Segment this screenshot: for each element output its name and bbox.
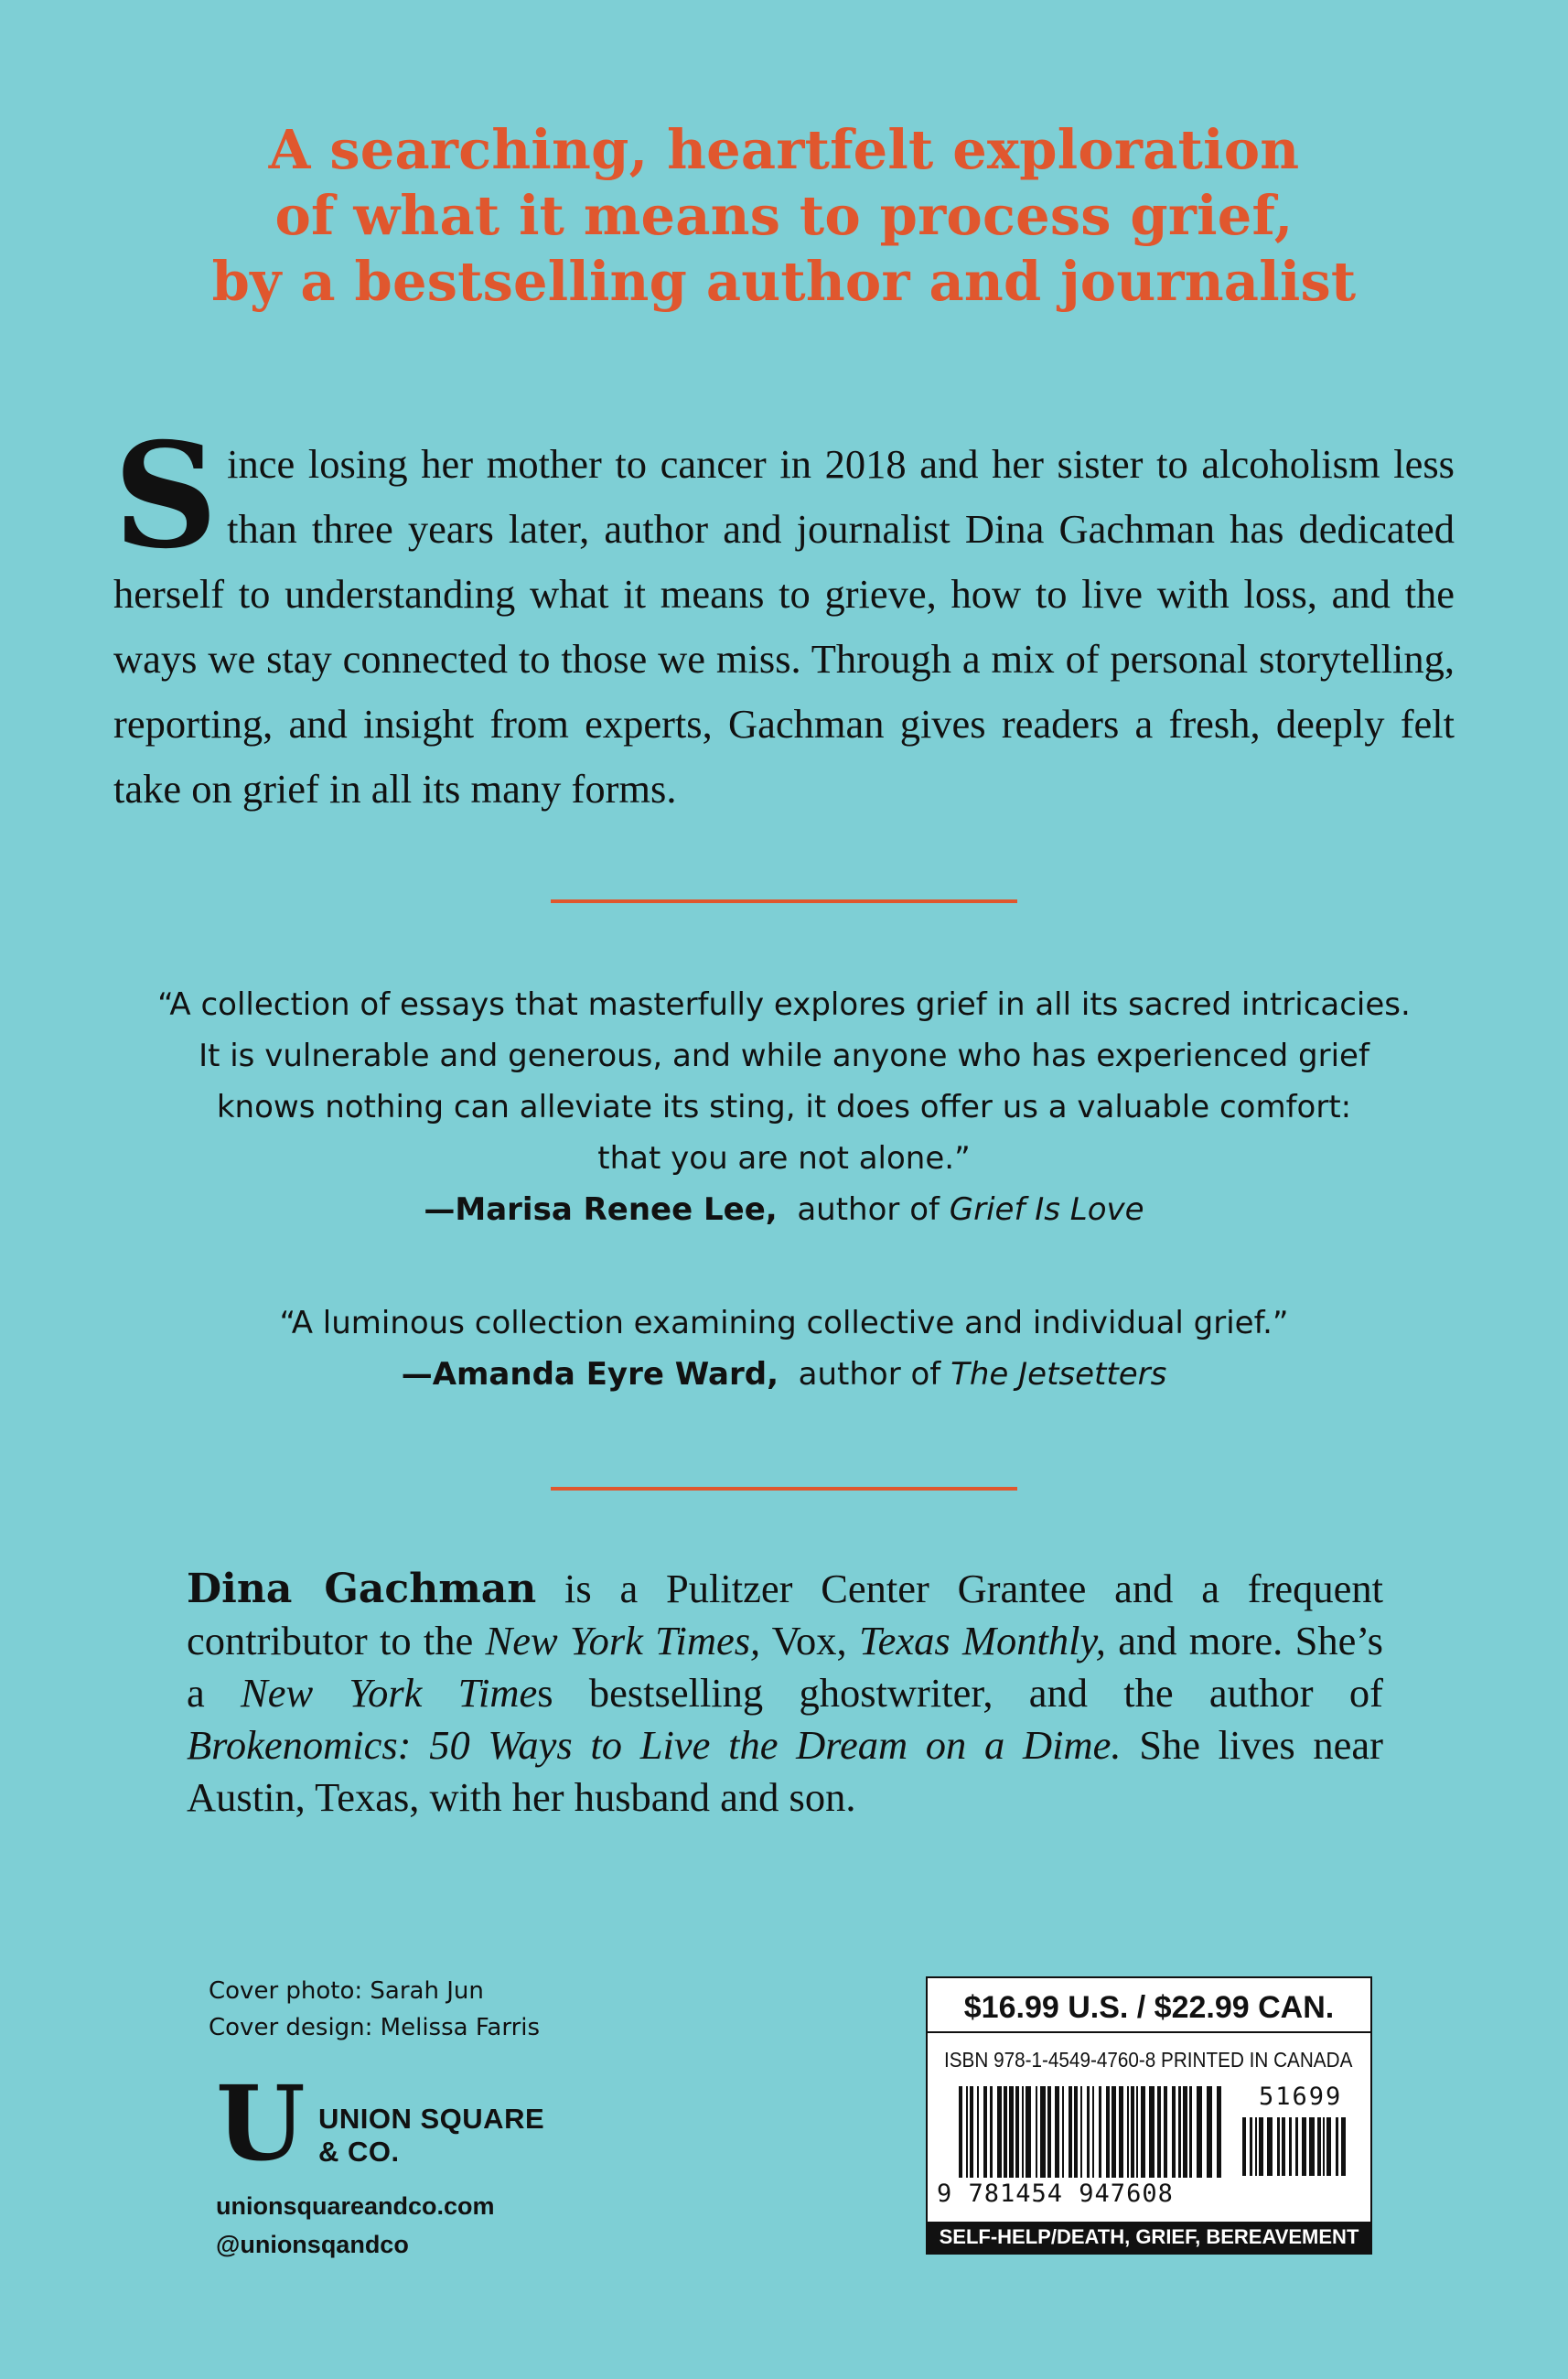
barcode-bar bbox=[1047, 2086, 1051, 2178]
addon-barcode bbox=[1242, 2117, 1352, 2203]
barcode-bar bbox=[1074, 2086, 1078, 2178]
barcode-bar bbox=[1183, 2086, 1187, 2178]
barcode-bar bbox=[1119, 2086, 1123, 2178]
barcode-bar bbox=[983, 2086, 987, 2178]
publisher-logo-mark: U bbox=[216, 2064, 306, 2184]
blurb-author: —Amanda Eyre Ward, bbox=[401, 1356, 779, 1393]
blurb-2 bbox=[0, 1297, 1568, 1400]
blurb-book: The Jetsetters bbox=[950, 1356, 1167, 1393]
price-label: $16.99 U.S. / $22.99 CAN. bbox=[928, 1984, 1370, 2033]
bio-text: She lives near Austin, Texas, with her husband and son. bbox=[187, 1722, 1383, 1820]
barcode-bar bbox=[1080, 2086, 1082, 2178]
isbn-label: ISBN 978-1-4549-4760-8 PRINTED IN CANADA bbox=[944, 2048, 1353, 2072]
barcode-bar bbox=[1217, 2086, 1221, 2178]
publisher-name-line: & CO. bbox=[318, 2136, 400, 2168]
divider-rule bbox=[551, 1487, 1017, 1491]
blurb-author-of: author of bbox=[798, 1356, 941, 1393]
blurb-1 bbox=[0, 979, 1568, 1235]
category-label: SELF-HELP/DEATH, GRIEF, BEREAVEMENT bbox=[928, 2222, 1370, 2253]
barcode-bar bbox=[1295, 2117, 1298, 2176]
barcode-bar bbox=[1302, 2117, 1306, 2176]
barcode-bar bbox=[997, 2086, 1002, 2178]
publisher-website: unionsquareandco.com bbox=[216, 2192, 495, 2220]
barcode-bar bbox=[1009, 2086, 1014, 2178]
bio-text: is a Pulitzer Center Grantee and a frequent contributor to the bbox=[187, 1566, 1383, 1663]
barcode-bar bbox=[1092, 2086, 1094, 2178]
barcode-bar bbox=[1149, 2086, 1155, 2178]
barcode-bar bbox=[1178, 2086, 1181, 2178]
headline-line: by a bestselling author and journalist bbox=[211, 250, 1357, 313]
cover-design-credit: Cover design: Melissa Farris bbox=[209, 2014, 541, 2041]
barcode-bar bbox=[977, 2086, 979, 2178]
barcode-bar bbox=[1172, 2086, 1176, 2178]
bio-italic: New York Times, bbox=[485, 1618, 761, 1663]
barcode-bar bbox=[1055, 2086, 1059, 2178]
blurb-line: “A collection of essays that masterfully explores grief in all its sacred intricacies. bbox=[157, 986, 1411, 1023]
barcode-bar bbox=[970, 2086, 973, 2178]
publisher-name bbox=[318, 2103, 544, 2169]
blurb-author-of: author of bbox=[797, 1191, 940, 1228]
headline-line: of what it means to process grief, bbox=[274, 184, 1294, 247]
barcode-bar bbox=[1309, 2117, 1315, 2176]
author-name: Dina Gachman bbox=[187, 1566, 537, 1612]
bio-book-title: Brokenomics: 50 Ways to Live the Dream on a Dime. bbox=[187, 1722, 1122, 1768]
headline-line: A searching, heartfelt exploration bbox=[268, 118, 1300, 181]
barcode-bar bbox=[1136, 2086, 1138, 2178]
blurb-line: “A luminous collection examining collective and individual grief.” bbox=[279, 1305, 1289, 1341]
barcode-bar bbox=[1127, 2086, 1129, 2178]
barcode-bar bbox=[990, 2086, 993, 2178]
drop-cap: S bbox=[113, 412, 219, 581]
barcode-bar bbox=[1040, 2086, 1046, 2178]
barcode-bar bbox=[1197, 2086, 1202, 2178]
barcode-bar bbox=[959, 2086, 962, 2178]
bio-italic: New York Time bbox=[241, 1670, 538, 1716]
barcode-bar bbox=[1036, 2086, 1037, 2178]
publisher-links bbox=[216, 2187, 495, 2264]
blurb-line: knows nothing can alleviate its sting, it does offer us a valuable comfort: bbox=[216, 1089, 1352, 1125]
barcode-bar bbox=[1277, 2117, 1280, 2176]
barcode-bar bbox=[1255, 2117, 1257, 2176]
barcode-bar bbox=[1336, 2117, 1338, 2176]
author-bio bbox=[187, 1563, 1383, 1824]
cover-photo-credit: Cover photo: Sarah Jun bbox=[209, 1977, 484, 2005]
barcode-bar bbox=[1259, 2117, 1263, 2176]
barcode-bar bbox=[1207, 2086, 1212, 2178]
blurb-attribution bbox=[0, 1349, 1568, 1400]
barcode-bar bbox=[1004, 2086, 1007, 2178]
barcode-bar bbox=[1087, 2086, 1090, 2178]
barcode-bar bbox=[1250, 2117, 1252, 2176]
barcode-bar bbox=[1341, 2117, 1346, 2176]
barcode-bar bbox=[1099, 2086, 1101, 2178]
publisher-name-line: UNION SQUARE bbox=[318, 2103, 545, 2135]
barcode-bar bbox=[1282, 2117, 1285, 2176]
barcode-panel bbox=[926, 1976, 1372, 2255]
barcode-bar bbox=[1062, 2086, 1064, 2178]
blurb-author: —Marisa Renee Lee, bbox=[424, 1191, 778, 1228]
barcode-bar bbox=[1069, 2086, 1072, 2178]
blurb-line: that you are not alone.” bbox=[597, 1140, 971, 1177]
barcode-bar bbox=[1323, 2117, 1325, 2176]
barcode-bar bbox=[1131, 2086, 1134, 2178]
barcode-bar bbox=[966, 2086, 968, 2178]
blurb-line: It is vulnerable and generous, and while anyone who has experienced grief bbox=[199, 1038, 1369, 1074]
isbn-barcode bbox=[959, 2086, 1224, 2178]
barcode-bar bbox=[1112, 2086, 1116, 2178]
barcode-bar bbox=[1317, 2117, 1321, 2176]
bio-text: and more. She’s a bbox=[187, 1618, 1383, 1716]
bio-text: Vox, bbox=[760, 1618, 859, 1663]
barcode-digits: 9 781454 947608 bbox=[937, 2180, 1174, 2208]
bio-italic: Texas Monthly, bbox=[858, 1618, 1106, 1663]
barcode-bar bbox=[1015, 2086, 1019, 2178]
bio-text: s bestselling ghostwriter, and the author of bbox=[537, 1670, 1383, 1716]
cover-credits bbox=[209, 1973, 540, 2046]
barcode-bar bbox=[1189, 2086, 1192, 2178]
publisher-logo bbox=[216, 2064, 564, 2185]
barcode-bar bbox=[1022, 2086, 1024, 2178]
blurb-attribution bbox=[0, 1184, 1568, 1235]
barcode-bar bbox=[1267, 2117, 1273, 2176]
barcode-bar bbox=[1164, 2086, 1167, 2178]
barcode-bar bbox=[1326, 2117, 1331, 2176]
barcode-bar bbox=[1157, 2086, 1161, 2178]
blurb-book: Grief Is Love bbox=[949, 1191, 1144, 1228]
barcode-bar bbox=[1141, 2086, 1145, 2178]
divider-rule bbox=[551, 899, 1017, 903]
barcode-bar bbox=[1026, 2086, 1031, 2178]
publisher-social: @unionsqandco bbox=[216, 2231, 409, 2258]
barcode-bar bbox=[1106, 2086, 1110, 2178]
synopsis bbox=[113, 412, 1455, 822]
barcode-bar bbox=[1242, 2117, 1246, 2176]
synopsis-text: ince losing her mother to cancer in 2018 and her sister to alcoholism less than three years later, author and journalist Dina Gachman has dedicated herself to understanding what it means to grieve, how to live with loss, and the ways we stay connected to those we miss. Through a mix of personal storytelling, reporting, and insight from experts, Gachman gives readers a fresh, deeply felt take on grief in all its many forms. bbox=[113, 441, 1455, 812]
barcode-bar bbox=[1289, 2117, 1292, 2176]
headline bbox=[0, 117, 1568, 315]
addon-digits: 51699 bbox=[1259, 2083, 1343, 2111]
